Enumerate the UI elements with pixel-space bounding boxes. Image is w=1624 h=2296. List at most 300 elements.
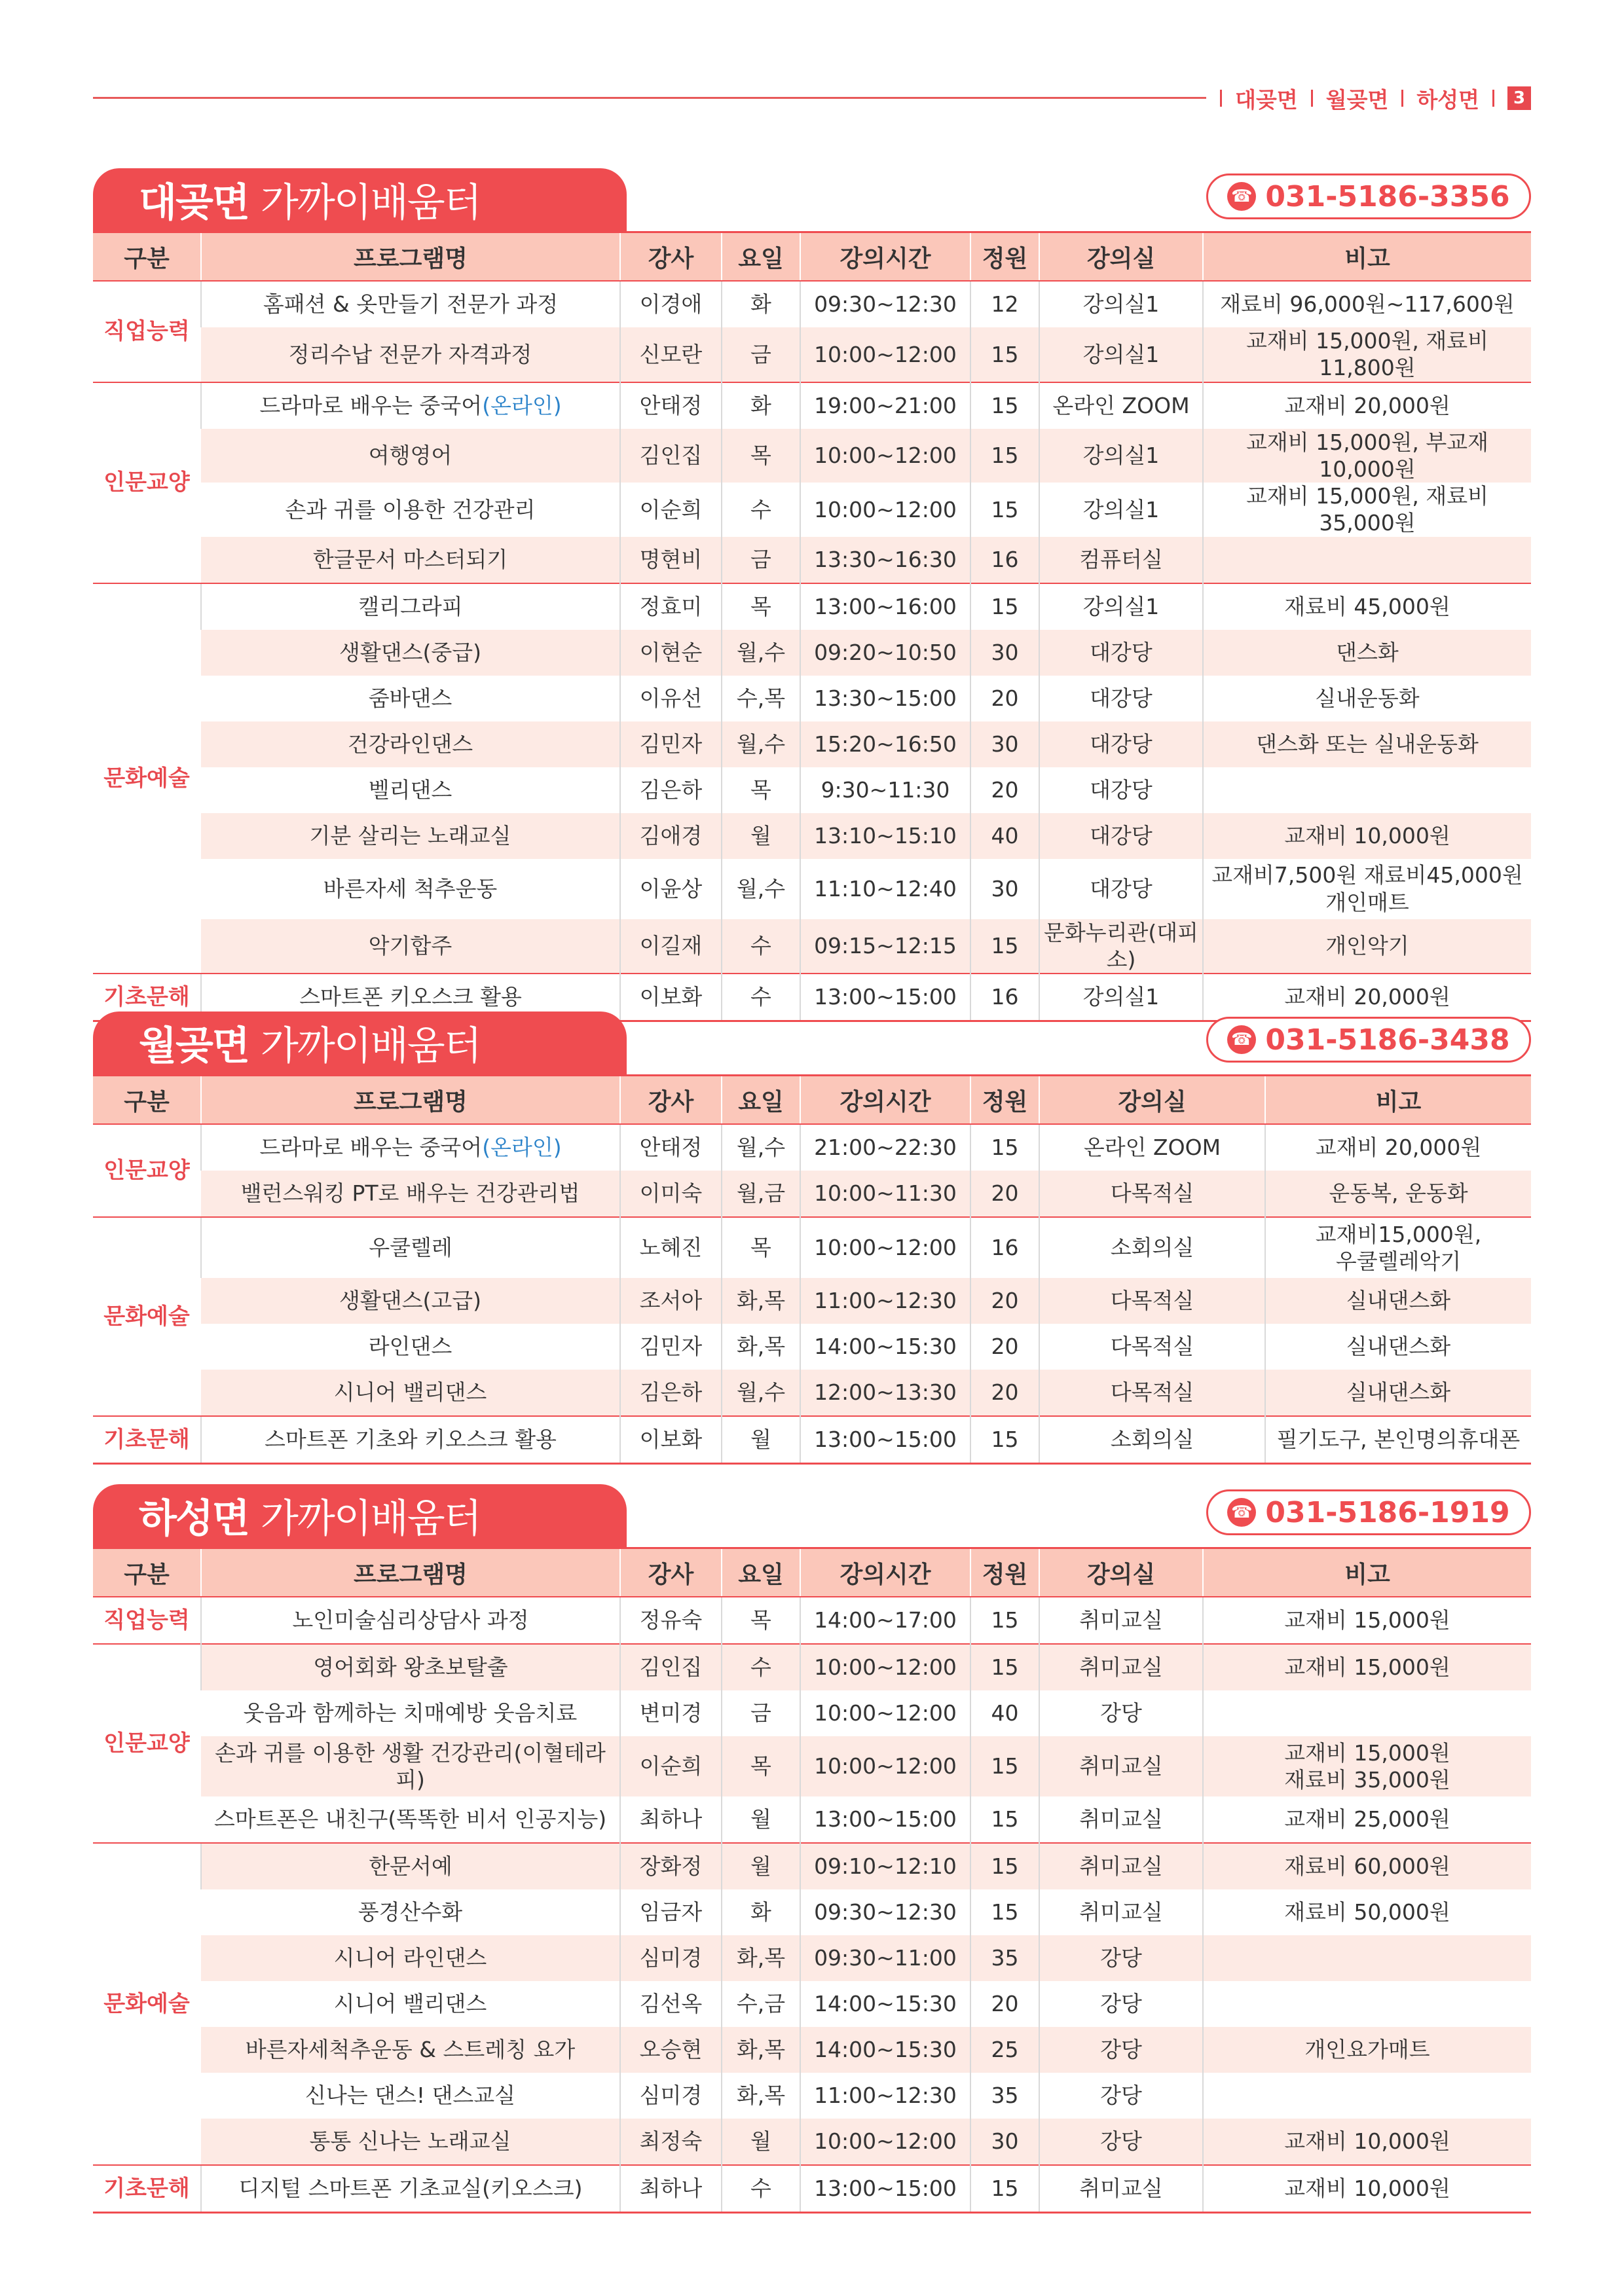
- phone-icon: ☎: [1227, 182, 1256, 211]
- teacher-cell: 김선옥: [620, 1981, 722, 2027]
- program-name-cell: 스마트폰은 내친구(똑똑한 비서 인공지능): [213, 1806, 607, 1832]
- section-title-label: 가까이배움터: [260, 1023, 481, 1069]
- teacher-cell: 이현순: [620, 630, 722, 676]
- time-cell: 14:00~17:00: [800, 1597, 970, 1644]
- room-cell: 온라인 ZOOM: [1039, 1124, 1265, 1171]
- category-cell: 직업능력: [93, 281, 201, 382]
- section-title-label: 가까이배움터: [260, 180, 481, 226]
- teacher-cell: 최하나: [620, 1796, 722, 1843]
- teacher-cell: 이순희: [620, 483, 722, 537]
- table-row: [93, 1597, 1531, 1644]
- note-cell: 교재비 15,000원: [1203, 1644, 1531, 1690]
- teacher-cell: 김인집: [620, 429, 722, 483]
- column-header: 비고: [1203, 1548, 1531, 1597]
- teacher-cell: 안태정: [620, 382, 722, 429]
- section-daegot: [93, 168, 1531, 1022]
- day-cell: 수: [722, 919, 800, 974]
- day-cell: 화,목: [722, 1278, 800, 1324]
- day-cell: 월,수: [722, 1370, 800, 1416]
- capacity-cell: 20: [970, 1324, 1039, 1370]
- table-row: [93, 2165, 1531, 2213]
- day-cell: 목: [722, 429, 800, 483]
- section-wolgot: [93, 1011, 1531, 1465]
- table-row: [93, 919, 1531, 974]
- time-cell: 12:00~13:30: [800, 1370, 970, 1416]
- note-cell: 교재비 15,000원, 부교재 10,000원: [1203, 429, 1531, 483]
- table-row: [93, 1171, 1531, 1217]
- table-row: [93, 2073, 1531, 2119]
- program-name-cell: 손과 귀를 이용한 생활 건강관리(이혈테라피): [201, 1736, 620, 1796]
- program-name-cell: 신나는 댄스! 댄스교실: [304, 2083, 516, 2109]
- day-cell: 화,목: [722, 1935, 800, 1981]
- program-name: 드라마로 배우는 중국어: [259, 392, 483, 418]
- time-cell: 13:00~16:00: [800, 583, 970, 630]
- program-name-cell: 웃음과 함께하는 치매예방 웃음치료: [243, 1700, 578, 1726]
- teacher-cell: 최하나: [620, 2165, 722, 2213]
- note-cell: 실내댄스화: [1265, 1324, 1531, 1370]
- teacher-cell: 김인집: [620, 1644, 722, 1690]
- day-cell: 월,금: [722, 1171, 800, 1217]
- note-cell: 교재비 10,000원: [1203, 2119, 1531, 2165]
- capacity-cell: 35: [970, 2073, 1039, 2119]
- time-cell: 09:20~10:50: [800, 630, 970, 676]
- program-name-cell: 한글문서 마스터되기: [201, 537, 620, 583]
- capacity-cell: 16: [970, 1217, 1039, 1278]
- room-cell: 강당: [1039, 1690, 1203, 1736]
- capacity-cell: 25: [970, 2027, 1039, 2073]
- teacher-cell: 오승현: [620, 2027, 722, 2073]
- day-cell: 수: [722, 1644, 800, 1690]
- teacher-cell: 이윤상: [620, 859, 722, 919]
- program-name-cell: 생활댄스(중급): [201, 630, 620, 676]
- capacity-cell: 12: [970, 281, 1039, 327]
- column-header: 강의시간: [800, 1076, 970, 1125]
- note-cell: [1203, 537, 1531, 583]
- phone-number: 031-5186-3438: [1265, 1023, 1510, 1057]
- capacity-cell: 35: [970, 1935, 1039, 1981]
- note-cell: [1203, 859, 1531, 919]
- day-cell: 수,금: [722, 1981, 800, 2027]
- time-cell: 10:00~12:00: [800, 1217, 970, 1278]
- note-cell: [1203, 1935, 1531, 1981]
- note-cell: 필기도구, 본인명의휴대폰: [1265, 1416, 1531, 1464]
- program-name-cell: 생활댄스(고급): [201, 1278, 620, 1324]
- teacher-cell: 김애경: [620, 813, 722, 859]
- time-cell: 13:00~15:00: [800, 1796, 970, 1843]
- column-header: 비고: [1203, 232, 1531, 282]
- note-cell: 교재비 10,000원: [1203, 2165, 1531, 2213]
- time-cell: 13:10~15:10: [800, 813, 970, 859]
- section-title-place: 하성면: [139, 1496, 249, 1542]
- time-cell: 14:00~15:30: [800, 1981, 970, 2027]
- time-cell: 14:00~15:30: [800, 1324, 970, 1370]
- column-header: 강의실: [1039, 1076, 1265, 1125]
- program-name-cell: 시니어 라인댄스: [201, 1935, 620, 1981]
- column-header: 구분: [93, 1548, 201, 1597]
- note-line: 재료비 35,000원: [1284, 1767, 1450, 1793]
- room-cell: 다목적실: [1039, 1370, 1265, 1416]
- room-cell: 강당: [1039, 1981, 1203, 2027]
- category-cell: 문화예술: [93, 1843, 201, 2165]
- room-cell: 취미교실: [1039, 1736, 1203, 1796]
- column-header: 정원: [970, 1076, 1039, 1125]
- room-cell: 취미교실: [1039, 1843, 1203, 1889]
- program-name-cell: 캘리그라피: [201, 583, 620, 630]
- note-cell: [1203, 2073, 1531, 2119]
- program-name-cell: 시니어 밸리댄스: [201, 1370, 620, 1416]
- room-cell: 강의실1: [1039, 583, 1203, 630]
- table-row: [93, 1843, 1531, 1889]
- day-cell: 화,목: [722, 1324, 800, 1370]
- day-cell: 목: [722, 583, 800, 630]
- time-cell: 10:00~12:00: [800, 483, 970, 537]
- day-cell: 화: [722, 1889, 800, 1935]
- program-name-cell: 스마트폰 기초와 키오스크 활용: [201, 1416, 620, 1464]
- table-header-row: [93, 232, 1531, 282]
- day-cell: 월: [722, 813, 800, 859]
- note-cell: 교재비 20,000원: [1203, 974, 1531, 1021]
- time-cell: 21:00~22:30: [800, 1124, 970, 1171]
- teacher-cell: 정유숙: [620, 1597, 722, 1644]
- category-cell: 인문교양: [93, 1124, 201, 1217]
- column-header: 요일: [722, 232, 800, 282]
- program-name-cell: 영어회화 왕초보탈출: [201, 1644, 620, 1690]
- note-cell: 댄스화: [1203, 630, 1531, 676]
- note-cell: [1203, 1736, 1531, 1796]
- column-header: 구분: [93, 232, 201, 282]
- table-row: [93, 281, 1531, 327]
- room-cell: 강당: [1039, 2073, 1203, 2119]
- program-name-cell: [201, 382, 620, 429]
- capacity-cell: 15: [970, 1597, 1039, 1644]
- time-cell: 10:00~12:00: [800, 1644, 970, 1690]
- time-cell: 10:00~12:00: [800, 1736, 970, 1796]
- note-cell: 재료비 60,000원: [1203, 1843, 1531, 1889]
- capacity-cell: 20: [970, 1171, 1039, 1217]
- time-cell: 14:00~15:30: [800, 2027, 970, 2073]
- table-row: [93, 1981, 1531, 2027]
- day-cell: 월,수: [722, 721, 800, 767]
- category-cell: 인문교양: [93, 382, 201, 583]
- note-cell: 개인악기: [1203, 919, 1531, 974]
- time-cell: 13:00~15:00: [800, 2165, 970, 2213]
- day-cell: 목: [722, 1736, 800, 1796]
- column-header: 강의시간: [800, 232, 970, 282]
- day-cell: 화,목: [722, 2073, 800, 2119]
- table-row: [93, 2027, 1531, 2073]
- table-row: [93, 537, 1531, 583]
- section-title: [93, 1011, 627, 1074]
- day-cell: 월: [722, 2119, 800, 2165]
- capacity-cell: 30: [970, 2119, 1039, 2165]
- day-cell: 월: [722, 1796, 800, 1843]
- nav-item-wolgot[interactable]: 월곶면: [1325, 86, 1389, 113]
- day-cell: 수: [722, 2165, 800, 2213]
- nav-item-daegot[interactable]: 대곶면: [1235, 86, 1298, 113]
- program-name-cell: 바른자세척추운동 & 스트레칭 요가: [201, 2027, 620, 2073]
- program-name-cell: 노인미술심리상담사 과정: [201, 1597, 620, 1644]
- phone-number: 031-5186-3356: [1265, 179, 1510, 213]
- program-name-cell: 줌바댄스: [368, 685, 452, 711]
- table-row: [93, 382, 1531, 429]
- note-cell: [1203, 1690, 1531, 1736]
- capacity-cell: 15: [970, 919, 1039, 974]
- capacity-cell: 15: [970, 382, 1039, 429]
- capacity-cell: 15: [970, 1644, 1039, 1690]
- room-cell: 강의실1: [1039, 974, 1203, 1021]
- program-name-cell: 정리수납 전문가 자격과정: [201, 327, 620, 382]
- teacher-cell: 최정숙: [620, 2119, 722, 2165]
- table-header-row: [93, 1076, 1531, 1125]
- column-header: 강사: [620, 1076, 722, 1125]
- room-cell: 대강당: [1039, 813, 1203, 859]
- table-header-row: [93, 1548, 1531, 1597]
- room-cell: 문화누리관(대피소): [1039, 919, 1203, 974]
- program-name-cell: 우쿨렐레: [201, 1217, 620, 1278]
- program-name-cell: 건강라인댄스: [201, 721, 620, 767]
- room-cell: 강당: [1039, 2027, 1203, 2073]
- time-cell: 09:30~11:00: [800, 1935, 970, 1981]
- capacity-cell: 15: [970, 429, 1039, 483]
- schedule-table: [93, 1074, 1531, 1465]
- program-name-cell: 디지털 스마트폰 기초교실(키오스크): [201, 2165, 620, 2213]
- program-name-cell: 손과 귀를 이용한 건강관리: [285, 496, 536, 522]
- table-row: [93, 1796, 1531, 1843]
- capacity-cell: 20: [970, 1278, 1039, 1324]
- table-row: [93, 676, 1531, 721]
- day-cell: 목: [722, 767, 800, 813]
- note-cell: 교재비 20,000원: [1203, 382, 1531, 429]
- note-cell: 재료비 50,000원: [1203, 1889, 1531, 1935]
- capacity-cell: 16: [970, 537, 1039, 583]
- program-name-cell: [201, 1124, 620, 1171]
- capacity-cell: 15: [970, 583, 1039, 630]
- program-name-cell: 여행영어: [201, 429, 620, 483]
- program-name-cell: 벨리댄스: [368, 776, 452, 803]
- time-cell: 09:30~12:30: [800, 281, 970, 327]
- category-cell: 문화예술: [93, 1217, 201, 1416]
- teacher-cell: 이유선: [620, 676, 722, 721]
- teacher-cell: 이보화: [620, 1416, 722, 1464]
- section-title: [93, 168, 627, 231]
- phone-badge[interactable]: [1206, 173, 1531, 219]
- note-line: 교재비15,000원,: [1315, 1221, 1482, 1247]
- teacher-cell: 김은하: [620, 1370, 722, 1416]
- program-name-cell: 악기합주: [201, 919, 620, 974]
- column-header: 구분: [93, 1076, 201, 1125]
- time-cell: 11:00~12:30: [800, 2073, 970, 2119]
- category-cell: 문화예술: [93, 583, 201, 974]
- table-row: [93, 767, 1531, 813]
- time-cell: 09:15~12:15: [800, 919, 970, 974]
- capacity-cell: 15: [970, 1124, 1039, 1171]
- note-line: 우쿨렐레악기: [1335, 1248, 1462, 1274]
- header-nav: [1207, 80, 1531, 117]
- room-cell: 대강당: [1039, 630, 1203, 676]
- time-cell: 15:20~16:50: [800, 721, 970, 767]
- table-row: [93, 1935, 1531, 1981]
- teacher-cell: 심미경: [620, 1935, 722, 1981]
- note-cell: 교재비 10,000원: [1203, 813, 1531, 859]
- capacity-cell: 20: [970, 767, 1039, 813]
- capacity-cell: 30: [970, 630, 1039, 676]
- table-row: [93, 813, 1531, 859]
- phone-badge[interactable]: [1206, 1017, 1531, 1063]
- table-row: [93, 1644, 1531, 1690]
- day-cell: 금: [722, 1690, 800, 1736]
- program-name-cell: 밸런스워킹 PT로 배우는 건강관리법: [201, 1171, 620, 1217]
- capacity-cell: 20: [970, 676, 1039, 721]
- room-cell: 대강당: [1039, 859, 1203, 919]
- capacity-cell: 15: [970, 2165, 1039, 2213]
- column-header: 강사: [620, 1548, 722, 1597]
- time-cell: 13:00~15:00: [800, 1416, 970, 1464]
- note-line: 교재비7,500원 재료비45,000원: [1211, 862, 1523, 888]
- capacity-cell: 20: [970, 1981, 1039, 2027]
- capacity-cell: 30: [970, 721, 1039, 767]
- capacity-cell: 15: [970, 483, 1039, 537]
- program-name-cell: 홈패션 & 옷만들기 전문가 과정: [201, 281, 620, 327]
- teacher-cell: 임금자: [620, 1889, 722, 1935]
- day-cell: 월,수: [722, 630, 800, 676]
- day-cell: 금: [722, 537, 800, 583]
- online-tag: (온라인): [482, 392, 562, 418]
- capacity-cell: 15: [970, 1416, 1039, 1464]
- room-cell: 강당: [1039, 2119, 1203, 2165]
- online-tag: (온라인): [482, 1135, 562, 1161]
- time-cell: 19:00~21:00: [800, 382, 970, 429]
- time-cell: 09:30~12:30: [800, 1889, 970, 1935]
- note-cell: 교재비 15,000원: [1203, 1597, 1531, 1644]
- capacity-cell: 15: [970, 1736, 1039, 1796]
- capacity-cell: 15: [970, 327, 1039, 382]
- program-name-cell: 스마트폰 키오스크 활용: [201, 974, 620, 1021]
- category-cell: 기초문해: [93, 974, 201, 1021]
- capacity-cell: 40: [970, 813, 1039, 859]
- program-name-cell: 풍경산수화: [358, 1899, 463, 1925]
- day-cell: 금: [722, 327, 800, 382]
- note-cell: [1203, 1981, 1531, 2027]
- note-cell: 교재비 25,000원: [1203, 1796, 1531, 1843]
- table-row: [93, 2119, 1531, 2165]
- section-title-place: 대곶면: [139, 180, 249, 226]
- time-cell: 10:00~12:00: [800, 327, 970, 382]
- table-row: [93, 630, 1531, 676]
- note-cell: 교재비 15,000원, 재료비 11,800원: [1203, 327, 1531, 382]
- divider: [1492, 90, 1494, 107]
- time-cell: 09:10~12:10: [800, 1843, 970, 1889]
- table-row: [93, 721, 1531, 767]
- room-cell: 소회의실: [1039, 1416, 1265, 1464]
- capacity-cell: 30: [970, 859, 1039, 919]
- teacher-cell: 조서아: [620, 1278, 722, 1324]
- note-cell: 재료비 45,000원: [1203, 583, 1531, 630]
- room-cell: 강당: [1039, 1935, 1203, 1981]
- category-cell: 인문교양: [93, 1644, 201, 1843]
- table-row: [93, 859, 1531, 919]
- teacher-cell: 변미경: [620, 1690, 722, 1736]
- teacher-cell: 명현비: [620, 537, 722, 583]
- teacher-cell: 신모란: [620, 327, 722, 382]
- program-name-cell: 바른자세 척추운동: [323, 875, 498, 902]
- column-header: 강의실: [1039, 232, 1203, 282]
- note-cell: 실내운동화: [1203, 676, 1531, 721]
- room-cell: 취미교실: [1039, 1597, 1203, 1644]
- note-line: 교재비 15,000원: [1284, 1740, 1450, 1766]
- table-row: [93, 1278, 1531, 1324]
- program-name-cell: 한문서예: [201, 1843, 620, 1889]
- table-row: [93, 583, 1531, 630]
- capacity-cell: 40: [970, 1690, 1039, 1736]
- column-header: 요일: [722, 1548, 800, 1597]
- room-cell: 강의실1: [1039, 483, 1203, 537]
- room-cell: 대강당: [1039, 721, 1203, 767]
- phone-number: 031-5186-1919: [1265, 1495, 1510, 1529]
- room-cell: 다목적실: [1039, 1278, 1265, 1324]
- section-title: [93, 1484, 627, 1547]
- program-name-cell: 기분 살리는 노래교실: [201, 813, 620, 859]
- time-cell: 13:30~16:30: [800, 537, 970, 583]
- day-cell: 월,수: [722, 859, 800, 919]
- day-cell: 화,목: [722, 2027, 800, 2073]
- time-cell: 10:00~11:30: [800, 1171, 970, 1217]
- column-header: 비고: [1265, 1076, 1531, 1125]
- room-cell: 대강당: [1039, 676, 1203, 721]
- teacher-cell: 이순희: [620, 1736, 722, 1796]
- note-cell: 실내댄스화: [1265, 1370, 1531, 1416]
- day-cell: 화: [722, 281, 800, 327]
- note-cell: 교재비 20,000원: [1265, 1124, 1531, 1171]
- teacher-cell: 이길재: [620, 919, 722, 974]
- teacher-cell: 김은하: [620, 767, 722, 813]
- teacher-cell: 정효미: [620, 583, 722, 630]
- time-cell: 10:00~12:00: [800, 429, 970, 483]
- day-cell: 목: [722, 1217, 800, 1278]
- note-cell: 실내댄스화: [1265, 1278, 1531, 1324]
- day-cell: 화: [722, 382, 800, 429]
- schedule-table: [93, 1547, 1531, 2214]
- teacher-cell: 이보화: [620, 974, 722, 1021]
- column-header: 프로그램명: [201, 1548, 620, 1597]
- room-cell: 취미교실: [1039, 2165, 1203, 2213]
- phone-icon: ☎: [1227, 1025, 1256, 1054]
- header-rule: [93, 97, 1206, 99]
- table-row: [93, 483, 1531, 537]
- phone-badge[interactable]: [1206, 1489, 1531, 1535]
- column-header: 강의실: [1039, 1548, 1203, 1597]
- day-cell: 목: [722, 1597, 800, 1644]
- room-cell: 컴퓨터실: [1039, 537, 1203, 583]
- nav-item-haseong[interactable]: 하성면: [1416, 86, 1479, 113]
- capacity-cell: 15: [970, 1843, 1039, 1889]
- teacher-cell: 이경애: [620, 281, 722, 327]
- time-cell: 9:30~11:30: [800, 767, 970, 813]
- day-cell: 월,수: [722, 1124, 800, 1171]
- room-cell: 소회의실: [1039, 1217, 1265, 1278]
- day-cell: 월: [722, 1416, 800, 1464]
- program-name-cell: 라인댄스: [368, 1334, 452, 1360]
- program-name-cell: 통통 신나는 노래교실: [201, 2119, 620, 2165]
- table-row: [93, 1124, 1531, 1171]
- program-name: 드라마로 배우는 중국어: [259, 1135, 483, 1161]
- schedule-table: [93, 231, 1531, 1022]
- room-cell: 온라인 ZOOM: [1039, 382, 1203, 429]
- category-cell: 기초문해: [93, 2165, 201, 2213]
- teacher-cell: 노혜진: [620, 1217, 722, 1278]
- room-cell: 강의실1: [1039, 327, 1203, 382]
- section-haseong: [93, 1484, 1531, 2214]
- room-cell: 취미교실: [1039, 1796, 1203, 1843]
